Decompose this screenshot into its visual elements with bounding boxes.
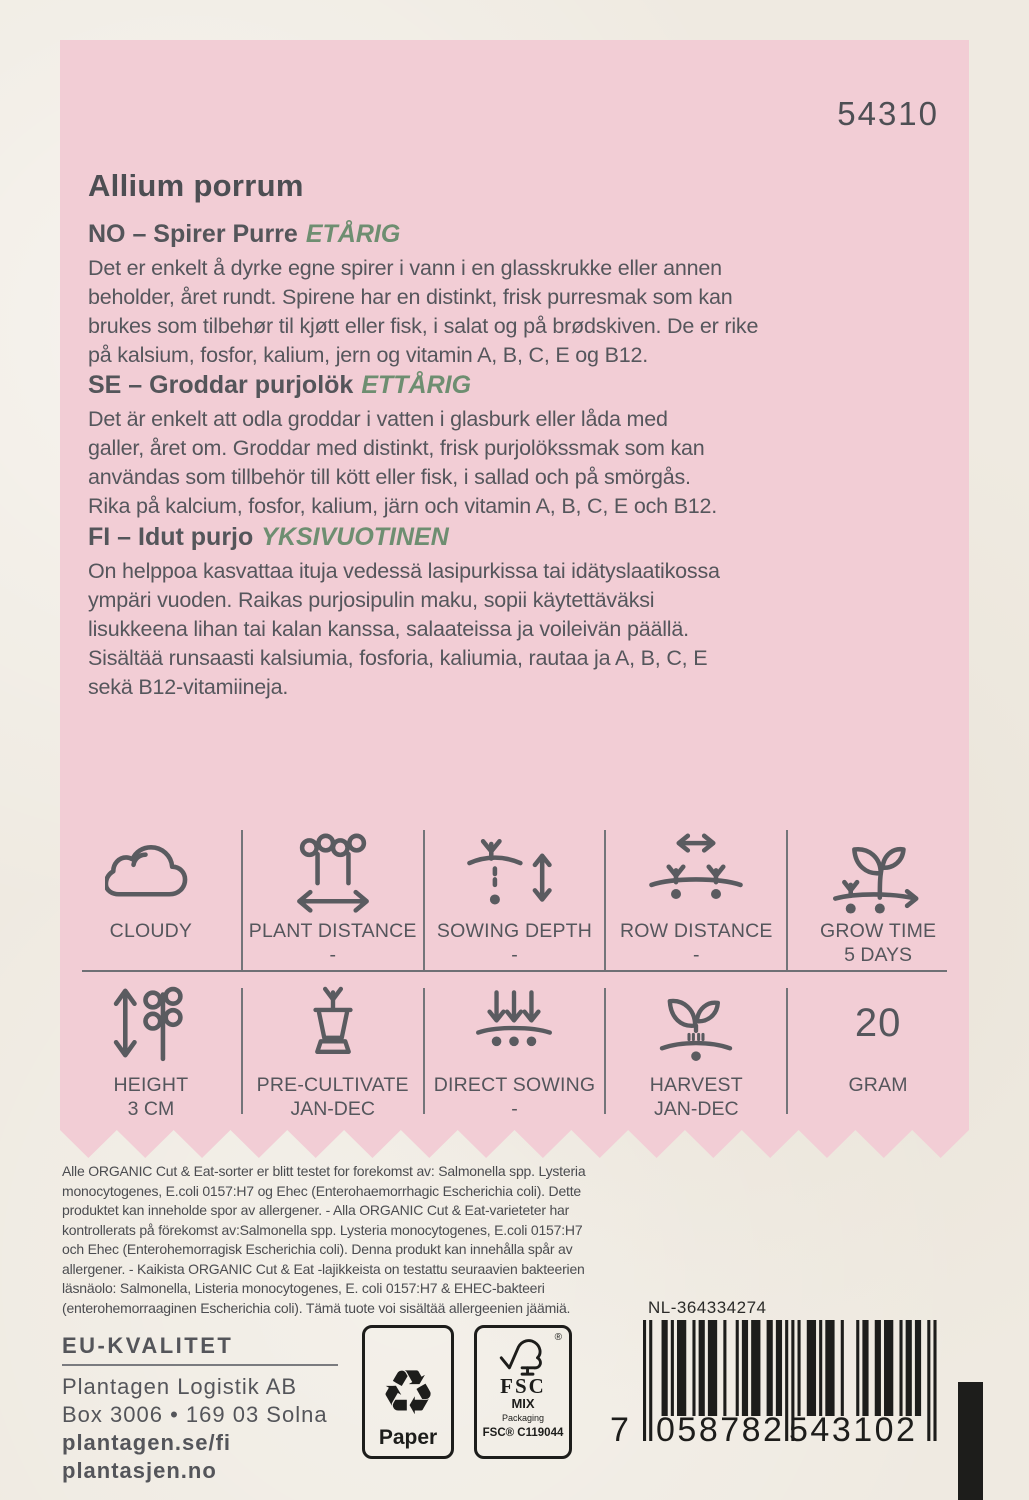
attribute-label: HARVEST (649, 1074, 743, 1096)
attribute-cell-harvest (605, 974, 787, 1128)
body-line: användas som tillbehör till kött eller fisk, i sallad och på smörgås. (88, 465, 691, 489)
fsc-mix: MIX (511, 1396, 535, 1411)
attribute-label: GRAM (848, 1074, 908, 1096)
website-no: plantasjen.no (62, 1458, 217, 1483)
section-no (88, 220, 954, 370)
recycle-icon: ♻ (380, 1359, 436, 1428)
company-name: Plantagen Logistik AB (62, 1374, 298, 1399)
attribute-value: - (511, 944, 518, 966)
section-se (88, 371, 954, 521)
section-fi (88, 523, 954, 702)
section-heading-text: NO – Spirer Purre (88, 220, 298, 248)
attribute-cell-plant-distance (242, 830, 424, 974)
attribute-cell-sowing-depth (424, 830, 606, 974)
attribute-row-2 (60, 974, 969, 1128)
body-line: på kalsium, fosfor, kalium, jern og vitamin A, B, C, E og B12. (88, 343, 648, 367)
attribute-value: - (329, 944, 336, 966)
grid-divider (82, 970, 947, 972)
attribute-cell-height (60, 974, 242, 1128)
fine-print (62, 1162, 585, 1318)
section-heading (88, 523, 954, 552)
barcode-digit-group: 7 (610, 1411, 632, 1449)
quality-heading: EU-KVALITET (62, 1333, 338, 1366)
attribute-value: - (511, 1098, 518, 1120)
harvest-icon (648, 978, 744, 1068)
registered-symbol: ® (554, 1332, 562, 1343)
annual-tag: ETÅRIG (305, 220, 401, 248)
attribute-label: CLOUDY (109, 920, 193, 942)
paper-recycling-mark (362, 1325, 454, 1459)
attribute-label: HEIGHT (113, 1074, 189, 1096)
attribute-label: SOWING DEPTH (436, 920, 593, 942)
annual-tag: ETTÅRIG (361, 371, 472, 399)
attribute-value: 3 CM (127, 1098, 175, 1120)
barcode-digit-group: 543102 (789, 1411, 918, 1449)
section-heading-text: FI – Idut purjo (88, 523, 254, 551)
attribute-cell-weight (787, 974, 969, 1128)
grow-time-icon (828, 830, 928, 918)
section-heading (88, 220, 954, 249)
article-number: 54310 (837, 95, 939, 132)
section-heading-text: SE – Groddar purjolök (88, 371, 354, 399)
paper-label: Paper (378, 1426, 438, 1449)
body-line: brukes som tilbehør til kjøtt eller fisk, i salat og på brødskiven. De er rike (88, 314, 759, 338)
attribute-value: JAN-DEC (654, 1098, 739, 1120)
attribute-cell-row-distance (605, 830, 787, 974)
attribute-value: JAN-DEC (290, 1098, 375, 1120)
body-line: Det är enkelt att odla groddar i vatten i glasburk eller låda med (88, 407, 668, 431)
fine-print-line: monocytogenes, E.coli 0157:H7 og Ehec (Enterohaemorrhagic Escherichia coli). Dette (62, 1182, 581, 1199)
attribute-value: 5 DAYS (844, 944, 913, 966)
footer-block (62, 1333, 338, 1485)
print-registration-bar (958, 1382, 983, 1500)
attribute-value: - (693, 944, 700, 966)
body-line: On helppoa kasvattaa ituja vedessä lasipurkissa tai idätyslaatikossa (88, 559, 720, 583)
attribute-cell-grow-time (787, 830, 969, 974)
section-heading (88, 371, 954, 400)
fine-print-line: (enterohemorraaginen Escherichia coli). Tämä tuote voi sisältää allergeenien jäämiä. (62, 1299, 571, 1316)
fine-print-line: kontrollerats på förekomst av:Salmonella spp. Lysteria monocytogenes, E.coli 0157:H7 (62, 1221, 583, 1238)
attribute-label: PLANT DISTANCE (248, 920, 417, 942)
height-icon (105, 978, 197, 1068)
fsc-mark (474, 1325, 572, 1459)
sowing-depth-icon (464, 830, 564, 918)
fsc-license: FSC® C119044 (482, 1427, 564, 1439)
body-line: lisukkeena lihan tai kalan kanssa, salaateissa ja voileivän päällä. (88, 617, 689, 641)
attribute-cell-direct-sowing (424, 974, 606, 1128)
fine-print-line: och Ehec (Enterohemorragisk Escherichia coli). Denna produkt kan innehålla spår av (62, 1241, 573, 1257)
website-fi: plantagen.se/fi (62, 1430, 232, 1455)
fsc-tree-icon (494, 1336, 552, 1376)
barcode-digit-group: 058782 (656, 1411, 785, 1449)
fine-print-line: läsnäolo: Salmonella, Listeria monocytogenes, E. coli 0157:H7 & EHEC-bakteeri (62, 1280, 545, 1296)
fine-print-line: Alle ORGANIC Cut & Eat-sorter er blitt testet for forekomst av: Salmonella spp. Lysteria (62, 1163, 586, 1179)
cloud-icon (105, 841, 197, 907)
attribute-cell-pre-cultivate (242, 974, 424, 1128)
annual-tag: YKSIVUOTINEN (261, 523, 449, 551)
body-line: Rika på kalcium, fosfor, kalium, järn och vitamin A, B, C, E och B12. (88, 494, 718, 518)
body-line: galler, året om. Groddar med distinkt, frisk purjolökssmak som kan (88, 436, 705, 460)
attribute-label: ROW DISTANCE (619, 920, 773, 942)
attribute-cell-cloudy (60, 830, 242, 974)
fsc-packaging: Packaging (501, 1413, 545, 1423)
attribute-row-1 (60, 830, 969, 968)
company-address: Box 3006 • 169 03 Solna (62, 1402, 328, 1427)
pink-card (60, 40, 969, 1130)
weight-number: 20 (854, 1000, 902, 1045)
row-distance-icon (646, 830, 746, 918)
fsc-name: FSC (500, 1374, 546, 1398)
attribute-label: DIRECT SOWING (433, 1074, 596, 1096)
latin-name-title: Allium porrum (88, 168, 304, 203)
pre-cultivate-icon (285, 978, 381, 1068)
body-line: Det er enkelt å dyrke egne spirer i vann i en glasskrukke eller annen (88, 256, 722, 280)
fine-print-line: produktet kan inneholde spor av allergener. - Alla ORGANIC Cut & Eat-varieteter har (62, 1202, 570, 1218)
direct-sowing-icon (466, 978, 562, 1068)
body-line: Sisältää runsaasti kalsiumia, fosforia, kaliumia, rautaa ja A, B, C, E (88, 646, 708, 670)
attribute-label: GROW TIME (819, 920, 937, 942)
body-line: beholder, året rundt. Spirene har en distinkt, frisk purresmak som kan (88, 285, 733, 309)
zigzag-edge (60, 1130, 969, 1158)
body-line: sekä B12-vitamiineja. (88, 675, 289, 699)
attribute-label: PRE-CULTIVATE (256, 1074, 409, 1096)
plant-distance-icon (283, 830, 383, 918)
origin-code: NL-364334274 (648, 1298, 767, 1317)
body-line: ympäri vuoden. Raikas purjosipulin maku, sopii käytettäväksi (88, 588, 655, 612)
fine-print-line: allergener. - Kaikista ORGANIC Cut & Eat -lajikkeista on testattu seuraavien bakteerien (62, 1260, 585, 1277)
